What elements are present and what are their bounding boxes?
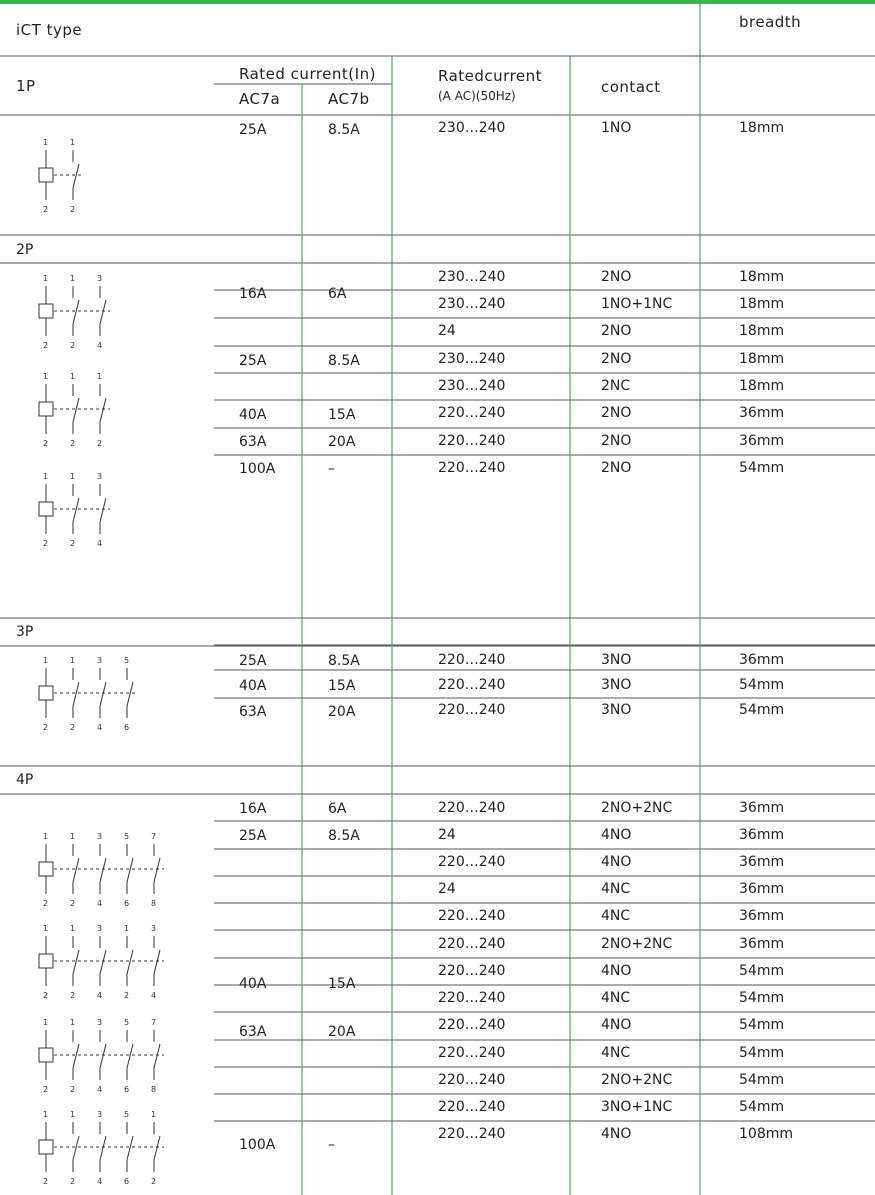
terminal-label: 8 [151, 1085, 157, 1094]
conductor-line [73, 1044, 79, 1068]
conductor-line [100, 682, 106, 706]
rated-voltage-cell: 220…240 [438, 963, 506, 979]
contact-cell: 2NO [601, 269, 632, 285]
ac7b-cell: 8.5A [328, 828, 360, 844]
ac7b-cell: 20A [328, 434, 356, 450]
terminal-label: 4 [97, 1177, 103, 1186]
conductor-line [154, 858, 160, 882]
terminal-label: 2 [43, 205, 49, 214]
header-breadth: breadth [739, 13, 802, 31]
wiring-diagram [30, 1016, 178, 1096]
breadth-cell: 108mm [739, 1126, 793, 1142]
terminal-label: 1 [43, 832, 49, 841]
terminal-label: 6 [124, 1177, 130, 1186]
breadth-cell: 36mm [739, 827, 785, 843]
wiring-diagram [30, 1108, 178, 1188]
ac7a-cell: 100A [239, 1137, 276, 1153]
rated-voltage-cell: 220…240 [438, 702, 506, 718]
terminal-label: 4 [97, 341, 103, 350]
terminal-label: 4 [97, 991, 103, 1000]
terminal-label: 5 [124, 1018, 130, 1027]
terminal-label: 1 [70, 472, 76, 481]
breadth-cell: 18mm [739, 351, 785, 367]
section-label-2p: 2P [16, 242, 34, 258]
contact-cell: 2NO [601, 433, 632, 449]
terminal-label: 5 [124, 656, 130, 665]
terminal-label: 6 [124, 723, 130, 732]
terminal-label: 4 [97, 723, 103, 732]
breadth-cell: 54mm [739, 702, 785, 718]
coil-symbol [39, 862, 53, 876]
coil-symbol [39, 954, 53, 968]
contact-cell: 4NO [601, 1126, 632, 1142]
ac7b-cell: – [328, 461, 335, 477]
terminal-label: 2 [43, 991, 49, 1000]
rated-voltage-cell: 220…240 [438, 1017, 506, 1033]
ac7b-cell: 8.5A [328, 653, 360, 669]
ac7b-cell: 8.5A [328, 122, 360, 138]
conductor-line [73, 950, 79, 974]
terminal-label: 1 [43, 1018, 49, 1027]
terminal-label: 1 [43, 656, 49, 665]
rated-voltage-cell: 220…240 [438, 677, 506, 693]
wiring-diagram [30, 136, 97, 216]
contact-cell: 2NO [601, 405, 632, 421]
breadth-cell: 18mm [739, 378, 785, 394]
breadth-cell: 54mm [739, 1072, 785, 1088]
contact-cell: 4NC [601, 908, 631, 924]
terminal-label: 1 [43, 372, 49, 381]
rated-voltage-cell: 24 [438, 827, 456, 843]
rated-voltage-cell: 220…240 [438, 460, 506, 476]
ac7a-cell: 63A [239, 434, 267, 450]
header-ict-type: iCT type [16, 21, 83, 39]
header-rated-current: Rated current(In) [239, 65, 376, 83]
terminal-label: 5 [124, 1110, 130, 1119]
rated-voltage-cell: 230…240 [438, 120, 506, 136]
breadth-cell: 36mm [739, 908, 785, 924]
ac7b-cell: 6A [328, 801, 347, 817]
contact-cell: 4NC [601, 990, 631, 1006]
breadth-cell: 54mm [739, 1045, 785, 1061]
terminal-label: 3 [97, 1018, 103, 1027]
terminal-label: 2 [43, 341, 49, 350]
wiring-diagram [30, 470, 124, 550]
ac7b-cell: 15A [328, 407, 356, 423]
breadth-cell: 54mm [739, 677, 785, 693]
rated-voltage-cell: 230…240 [438, 269, 506, 285]
terminal-label: 4 [151, 991, 157, 1000]
rated-voltage-cell: 220…240 [438, 990, 506, 1006]
breadth-cell: 54mm [739, 1017, 785, 1033]
conductor-line [100, 950, 106, 974]
terminal-label: 3 [97, 274, 103, 283]
breadth-cell: 36mm [739, 405, 785, 421]
terminal-label: 1 [43, 274, 49, 283]
terminal-label: 2 [43, 1177, 49, 1186]
rated-voltage-cell: 24 [438, 881, 456, 897]
contact-cell: 2NO [601, 323, 632, 339]
terminal-label: 7 [151, 832, 157, 841]
contact-cell: 3NO [601, 677, 632, 693]
contact-cell: 3NO [601, 702, 632, 718]
ac7a-cell: 25A [239, 828, 267, 844]
section-label-1p: 1P [16, 77, 36, 95]
terminal-label: 3 [97, 1110, 103, 1119]
contact-cell: 4NC [601, 1045, 631, 1061]
rated-voltage-cell: 220…240 [438, 908, 506, 924]
wiring-diagram [30, 922, 178, 1002]
ac7a-cell: 16A [239, 286, 267, 302]
ac7a-cell: 25A [239, 653, 267, 669]
contact-cell: 3NO+1NC [601, 1099, 673, 1115]
rated-voltage-cell: 24 [438, 323, 456, 339]
terminal-label: 1 [124, 924, 130, 933]
rated-voltage-cell: 220…240 [438, 433, 506, 449]
terminal-label: 1 [70, 1110, 76, 1119]
header-ratedcurrent-unit: (A AC)(50Hz) [438, 89, 516, 103]
contact-cell: 4NC [601, 881, 631, 897]
rated-voltage-cell: 220…240 [438, 1126, 506, 1142]
contact-cell: 3NO [601, 652, 632, 668]
terminal-label: 2 [70, 1177, 76, 1186]
terminal-label: 3 [97, 924, 103, 933]
conductor-line [154, 1044, 160, 1068]
contact-cell: 4NO [601, 1017, 632, 1033]
conductor-line [100, 1136, 106, 1160]
contact-cell: 4NO [601, 963, 632, 979]
terminal-label: 2 [151, 1177, 157, 1186]
breadth-cell: 36mm [739, 881, 785, 897]
terminal-label: 6 [124, 899, 130, 908]
terminal-label: 2 [70, 991, 76, 1000]
rated-voltage-cell: 230…240 [438, 378, 506, 394]
terminal-label: 1 [151, 1110, 157, 1119]
ac7a-cell: 40A [239, 407, 267, 423]
rated-voltage-cell: 220…240 [438, 652, 506, 668]
contact-cell: 2NO [601, 460, 632, 476]
coil-symbol [39, 402, 53, 416]
rated-voltage-cell: 220…240 [438, 1045, 506, 1061]
contact-cell: 1NO [601, 120, 632, 136]
ac7a-cell: 40A [239, 678, 267, 694]
ac7b-cell: 20A [328, 704, 356, 720]
contact-cell: 2NO+2NC [601, 800, 673, 816]
terminal-label: 2 [70, 1085, 76, 1094]
section-label-4p: 4P [16, 772, 34, 788]
terminal-label: 1 [43, 138, 49, 147]
conductor-line [127, 858, 133, 882]
ac7a-cell: 63A [239, 1024, 267, 1040]
coil-symbol [39, 686, 53, 700]
rated-voltage-cell: 220…240 [438, 1099, 506, 1115]
coil-symbol [39, 1140, 53, 1154]
conductor-line [127, 1044, 133, 1068]
terminal-label: 2 [43, 439, 49, 448]
breadth-cell: 36mm [739, 800, 785, 816]
contact-cell: 2NC [601, 378, 631, 394]
coil-symbol [39, 1048, 53, 1062]
contact-cell: 2NO+2NC [601, 936, 673, 952]
terminal-label: 1 [70, 274, 76, 283]
terminal-label: 2 [43, 899, 49, 908]
breadth-cell: 18mm [739, 296, 785, 312]
ac7b-cell: 20A [328, 1024, 356, 1040]
conductor-line [127, 682, 133, 706]
terminal-label: 2 [124, 991, 130, 1000]
ac7a-cell: 16A [239, 801, 267, 817]
terminal-label: 2 [70, 205, 76, 214]
terminal-label: 3 [97, 472, 103, 481]
ac7b-cell: 15A [328, 678, 356, 694]
header-contact: contact [601, 78, 661, 96]
terminal-label: 1 [70, 656, 76, 665]
conductor-line [73, 1136, 79, 1160]
ac7b-cell: 15A [328, 976, 356, 992]
conductor-line [100, 1044, 106, 1068]
breadth-cell: 54mm [739, 1099, 785, 1115]
wiring-diagram [30, 830, 178, 910]
conductor-line [127, 1136, 133, 1160]
rated-voltage-cell: 220…240 [438, 854, 506, 870]
terminal-label: 1 [43, 924, 49, 933]
ac7a-cell: 100A [239, 461, 276, 477]
coil-symbol [39, 502, 53, 516]
ac7a-cell: 25A [239, 353, 267, 369]
breadth-cell: 54mm [739, 990, 785, 1006]
breadth-cell: 36mm [739, 652, 785, 668]
conductor-line [100, 858, 106, 882]
wiring-diagram [30, 654, 151, 734]
ac7b-cell: 8.5A [328, 353, 360, 369]
terminal-label: 4 [97, 899, 103, 908]
wiring-diagram [30, 272, 124, 352]
conductor-line [73, 498, 79, 522]
rated-voltage-cell: 230…240 [438, 296, 506, 312]
breadth-cell: 36mm [739, 433, 785, 449]
ac7b-cell: – [328, 1137, 335, 1153]
coil-symbol [39, 168, 53, 182]
terminal-label: 2 [70, 899, 76, 908]
ac7a-cell: 63A [239, 704, 267, 720]
terminal-label: 1 [43, 1110, 49, 1119]
terminal-label: 1 [70, 1018, 76, 1027]
terminal-label: 2 [43, 1085, 49, 1094]
ac7a-cell: 40A [239, 976, 267, 992]
terminal-label: 2 [43, 539, 49, 548]
rated-voltage-cell: 230…240 [438, 351, 506, 367]
ac7b-cell: 6A [328, 286, 347, 302]
rated-voltage-cell: 220…240 [438, 800, 506, 816]
conductor-line [73, 300, 79, 324]
terminal-label: 1 [70, 832, 76, 841]
contact-cell: 4NO [601, 854, 632, 870]
terminal-label: 1 [70, 924, 76, 933]
conductor-line [154, 1136, 160, 1160]
header-ac7b: AC7b [328, 90, 370, 108]
terminal-label: 2 [70, 539, 76, 548]
conductor-line [100, 398, 106, 422]
contact-cell: 2NO+2NC [601, 1072, 673, 1088]
terminal-label: 4 [97, 1085, 103, 1094]
conductor-line [154, 950, 160, 974]
terminal-label: 7 [151, 1018, 157, 1027]
contact-cell: 4NO [601, 827, 632, 843]
terminal-label: 2 [43, 723, 49, 732]
conductor-line [73, 682, 79, 706]
ac7a-cell: 25A [239, 122, 267, 138]
coil-symbol [39, 304, 53, 318]
terminal-label: 3 [151, 924, 157, 933]
terminal-label: 3 [97, 656, 103, 665]
terminal-label: 1 [43, 472, 49, 481]
rated-voltage-cell: 220…240 [438, 405, 506, 421]
breadth-cell: 18mm [739, 120, 785, 136]
breadth-cell: 18mm [739, 269, 785, 285]
terminal-label: 8 [151, 899, 157, 908]
terminal-label: 4 [97, 539, 103, 548]
header-ac7a: AC7a [239, 90, 281, 108]
wiring-diagram [30, 370, 124, 450]
terminal-label: 1 [70, 372, 76, 381]
terminal-label: 2 [70, 723, 76, 732]
contact-cell: 2NO [601, 351, 632, 367]
terminal-label: 2 [97, 439, 103, 448]
breadth-cell: 36mm [739, 854, 785, 870]
terminal-label: 2 [70, 341, 76, 350]
contact-cell: 1NO+1NC [601, 296, 673, 312]
section-label-3p: 3P [16, 624, 34, 640]
terminal-label: 3 [97, 832, 103, 841]
conductor-line [127, 950, 133, 974]
breadth-cell: 18mm [739, 323, 785, 339]
breadth-cell: 54mm [739, 963, 785, 979]
conductor-line [100, 300, 106, 324]
rated-voltage-cell: 220…240 [438, 936, 506, 952]
breadth-cell: 36mm [739, 936, 785, 952]
terminal-label: 5 [124, 832, 130, 841]
terminal-label: 1 [70, 138, 76, 147]
conductor-line [73, 164, 79, 188]
terminal-label: 2 [70, 439, 76, 448]
terminal-label: 1 [97, 372, 103, 381]
conductor-line [73, 398, 79, 422]
rated-voltage-cell: 220…240 [438, 1072, 506, 1088]
breadth-cell: 54mm [739, 460, 785, 476]
conductor-line [100, 498, 106, 522]
terminal-label: 6 [124, 1085, 130, 1094]
header-ratedcurrent: Ratedcurrent [438, 67, 543, 85]
conductor-line [73, 858, 79, 882]
